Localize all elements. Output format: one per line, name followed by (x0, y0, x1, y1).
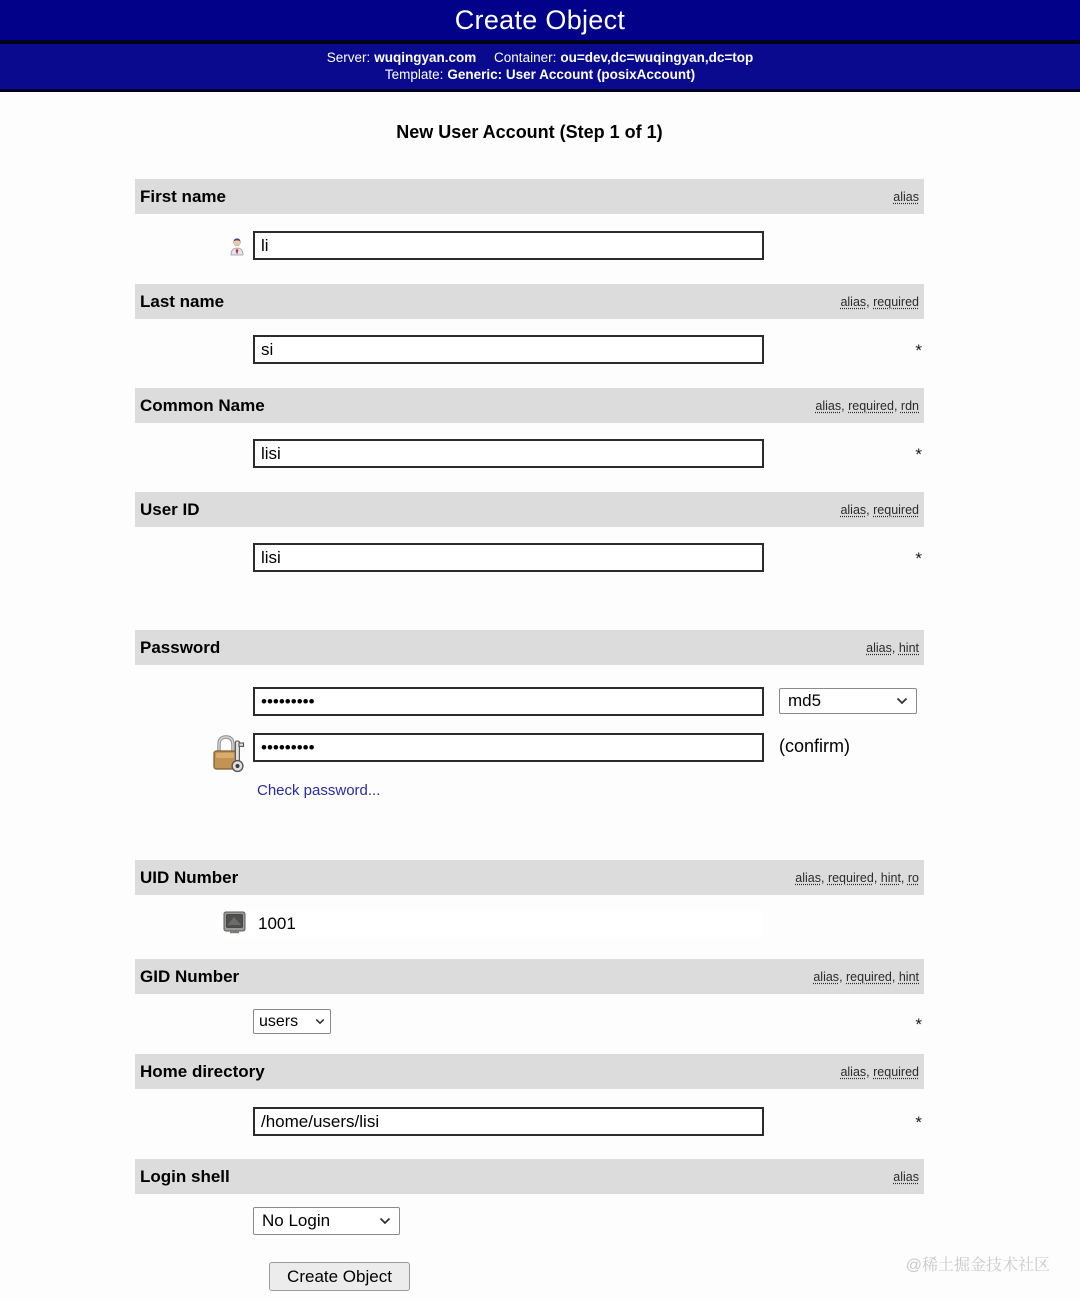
gid-number-row (135, 1009, 924, 1034)
required-marker: * (915, 549, 922, 568)
section-password (135, 630, 924, 665)
flag-link-required[interactable]: required (873, 502, 919, 517)
password-label: Password (140, 637, 221, 657)
template-info-line (0, 66, 1080, 83)
flag-link-hint[interactable]: hint (898, 640, 919, 655)
section-gid-number (135, 959, 924, 994)
uid-number-flags: alias, required, hint, ro (795, 870, 919, 885)
user-id-label: User ID (140, 499, 200, 519)
section-home-directory (135, 1054, 924, 1089)
check-password-link[interactable]: Check password... (257, 782, 381, 799)
flag-link-alias[interactable]: alias (815, 398, 842, 413)
flag-link-alias[interactable]: alias (840, 294, 867, 309)
home-directory-flags: alias, required (840, 1064, 919, 1079)
flag-link-alias[interactable]: alias (795, 870, 821, 885)
person-icon (228, 236, 246, 261)
flag-link-alias[interactable]: alias (893, 1169, 919, 1184)
first-name-row (135, 231, 924, 260)
flag-link-alias[interactable]: alias (866, 640, 892, 655)
chevron-down-icon (379, 1217, 391, 1225)
section-common-name (135, 388, 924, 423)
first-name-label: First name (140, 186, 226, 206)
gid-number-value: users (259, 1012, 299, 1030)
uid-number-row (218, 911, 763, 937)
login-shell-select[interactable] (253, 1207, 400, 1235)
create-object-form (135, 179, 924, 1291)
step-heading: New User Account (Step 1 of 1) (396, 122, 663, 142)
login-shell-label: Login shell (140, 1166, 230, 1186)
server-info-bar (0, 44, 1080, 92)
gid-number-select[interactable] (253, 1009, 331, 1034)
flag-link-ro[interactable]: ro (907, 870, 919, 885)
required-marker: * (915, 1015, 922, 1034)
create-object-button[interactable]: Create Object (269, 1262, 410, 1291)
required-marker: * (915, 445, 922, 464)
uid-number-value: 1001 (258, 914, 296, 933)
section-last-name (135, 284, 924, 319)
server-info-line (0, 49, 1080, 66)
user-id-row (135, 543, 924, 572)
password-hash-select[interactable] (779, 688, 917, 714)
login-shell-row (135, 1207, 924, 1235)
password-confirm-input[interactable] (253, 733, 764, 762)
server-value: wuqingyan.com (374, 50, 477, 65)
first-name-input[interactable] (253, 231, 764, 260)
password-hash-value: md5 (788, 691, 822, 710)
chevron-down-icon (896, 697, 908, 705)
last-name-label: Last name (140, 291, 225, 311)
template-label: Template: (384, 67, 444, 82)
section-user-id (135, 492, 924, 527)
password-confirm-row (135, 733, 924, 762)
watermark: @稀土掘金技术社区 (905, 1257, 1050, 1274)
flag-link-alias[interactable]: alias (893, 189, 919, 204)
common-name-label: Common Name (140, 395, 265, 415)
home-directory-row (135, 1107, 924, 1136)
user-id-input[interactable] (253, 543, 764, 572)
password-input[interactable] (253, 687, 764, 716)
uid-number-label: UID Number (140, 867, 239, 887)
section-uid-number (135, 860, 924, 895)
flag-link-alias[interactable]: alias (840, 502, 867, 517)
required-marker: * (915, 1113, 922, 1132)
common-name-row (135, 439, 924, 468)
login-shell-flags (893, 1170, 919, 1184)
confirm-label: (confirm) (779, 736, 850, 756)
chevron-down-icon (315, 1018, 325, 1025)
login-shell-value: No Login (262, 1211, 331, 1230)
user-id-flags: alias, required (840, 502, 919, 517)
flag-link-hint[interactable]: hint (880, 870, 901, 885)
server-label: Server: (326, 50, 371, 65)
flag-link-hint[interactable]: hint (898, 969, 919, 984)
template-value: Generic: User Account (posixAccount) (447, 67, 696, 82)
titlebar (0, 0, 1080, 40)
section-login-shell (135, 1159, 924, 1194)
password-row (135, 687, 924, 716)
page-title: Create Object (454, 4, 626, 35)
common-name-flags: alias, required, rdn (815, 398, 919, 413)
last-name-flags: alias, required (840, 294, 919, 309)
home-directory-label: Home directory (140, 1061, 265, 1081)
password-block (135, 687, 924, 800)
container-value: ou=dev,dc=wuqingyan,dc=top (560, 50, 754, 65)
section-first-name (135, 179, 924, 214)
gid-number-label: GID Number (140, 966, 240, 986)
flag-link-required[interactable]: required (873, 294, 919, 309)
home-directory-input[interactable] (253, 1107, 764, 1136)
first-name-flags (893, 190, 919, 204)
flag-link-required[interactable]: required (827, 870, 874, 885)
required-marker: * (915, 341, 922, 360)
flag-link-rdn[interactable]: rdn (900, 398, 919, 413)
flag-link-alias[interactable]: alias (813, 969, 840, 984)
container-label: Container: (494, 50, 557, 65)
terminal-icon (222, 910, 247, 939)
gid-number-flags: alias, required, hint (813, 969, 919, 984)
password-flags: alias, hint (866, 640, 919, 655)
flag-link-alias[interactable]: alias (840, 1064, 867, 1079)
last-name-row (135, 335, 924, 364)
flag-link-required[interactable]: required (846, 969, 892, 984)
flag-link-required[interactable]: required (848, 398, 894, 413)
last-name-input[interactable] (253, 335, 764, 364)
common-name-input[interactable] (253, 439, 764, 468)
flag-link-required[interactable]: required (873, 1064, 919, 1079)
